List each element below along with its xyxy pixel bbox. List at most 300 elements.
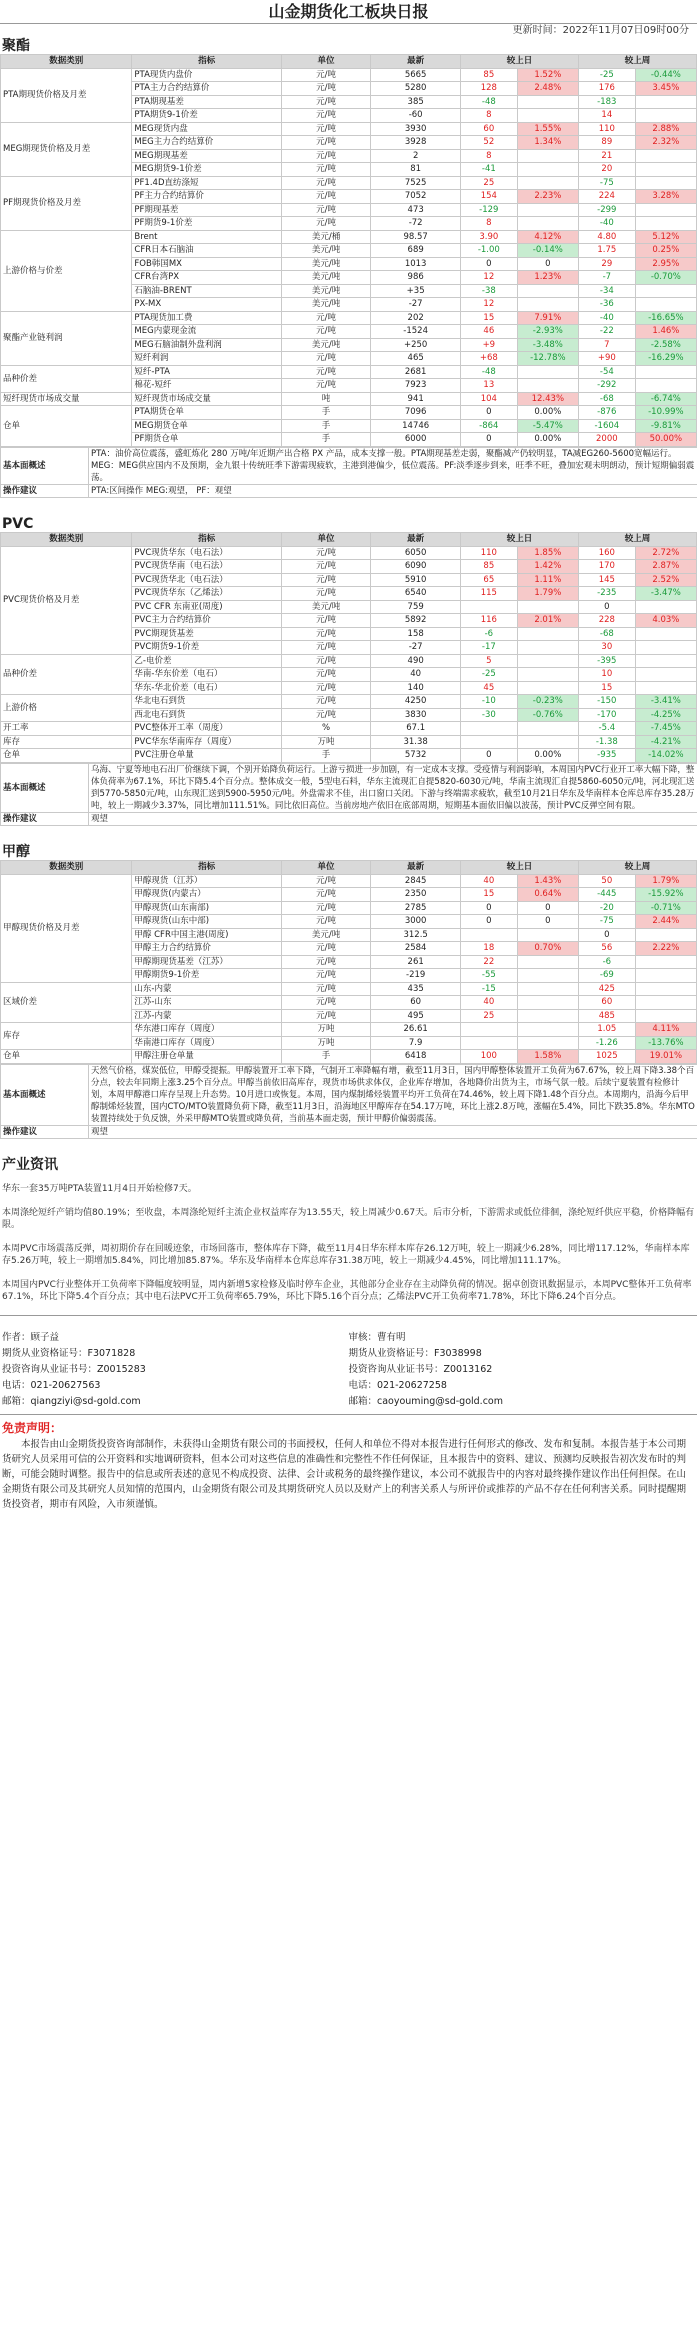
table-row — [1, 1023, 697, 1037]
indicator-cell: 江苏-山东 — [132, 996, 281, 1010]
week-change-cell: 224 — [578, 190, 635, 204]
unit-cell: 元/吨 — [281, 874, 371, 888]
author-left — [2, 1330, 349, 1410]
author-line: 投资咨询从业证书号：Z0015283 — [2, 1364, 146, 1375]
unit-cell: 手 — [281, 433, 371, 447]
table-row — [1, 365, 697, 379]
unit-cell: 元/吨 — [281, 546, 371, 560]
latest-cell: -27 — [371, 298, 461, 312]
day-change-cell: 154 — [460, 190, 517, 204]
column-header: 单位 — [281, 861, 371, 875]
week-change-cell: -75 — [578, 915, 635, 929]
unit-cell: 元/吨 — [281, 217, 371, 231]
day-change-cell — [460, 1023, 517, 1037]
latest-cell: +35 — [371, 284, 461, 298]
indicator-cell: 短纤现货市场成交量 — [132, 392, 281, 406]
day-change-cell: 12 — [460, 298, 517, 312]
indicator-cell: Brent — [132, 230, 281, 244]
week-change-cell: -54 — [578, 365, 635, 379]
indicator-cell: 甲醇现货（江苏） — [132, 874, 281, 888]
category-cell: PF期现货价格及月差 — [1, 176, 132, 230]
latest-cell: 5910 — [371, 573, 461, 587]
week-change-cell: -6.74% — [635, 392, 696, 406]
unit-cell: 元/吨 — [281, 68, 371, 82]
week-change-cell: 20 — [578, 163, 635, 177]
indicator-cell: PVC主力合约结算价 — [132, 614, 281, 628]
week-change-cell: +90 — [578, 352, 635, 366]
week-change-cell: -1.26 — [578, 1036, 635, 1050]
section-methanol — [0, 844, 697, 1139]
column-header: 较上周 — [578, 861, 696, 875]
week-change-cell: -299 — [578, 203, 635, 217]
column-header: 指标 — [132, 861, 281, 875]
reviewer-line: 邮箱：caoyouming@sd-gold.com — [348, 1396, 503, 1407]
column-header: 较上周 — [578, 55, 696, 69]
week-change-cell: -170 — [578, 708, 635, 722]
day-change-cell — [517, 982, 578, 996]
week-change-cell — [635, 149, 696, 163]
day-change-cell: 0 — [517, 257, 578, 271]
week-change-cell: 2.32% — [635, 136, 696, 150]
category-cell: 短纤现货市场成交量 — [1, 392, 132, 406]
update-time: 更新时间：2022年11月07日09时00分 — [512, 25, 689, 36]
day-change-cell — [460, 600, 517, 614]
day-change-cell: 12.43% — [517, 392, 578, 406]
day-change-cell — [517, 627, 578, 641]
unit-cell: 手 — [281, 419, 371, 433]
category-cell: PVC现货价格及月差 — [1, 546, 132, 654]
day-change-cell: 13 — [460, 379, 517, 393]
week-change-cell: 30 — [578, 641, 635, 655]
indicator-cell: PTA现货内盘价 — [132, 68, 281, 82]
latest-cell: 6050 — [371, 546, 461, 560]
advice-row — [1, 1125, 697, 1139]
week-change-cell: 145 — [578, 573, 635, 587]
unit-cell: 美元/吨 — [281, 298, 371, 312]
latest-cell: 2785 — [371, 901, 461, 915]
author-line: 期货从业资格证号：F3071828 — [2, 1348, 136, 1359]
indicator-cell: MEG期货仓单 — [132, 419, 281, 433]
summary-text: PTA：油价高位震荡，盛虹炼化 280 万吨/年近期产出合格 PX 产品，成本支撑一般。PTA期现基差走弱，聚酯减产仍较明显，TA减EG260-5600宽幅运行。MEG：MEG供应国内不及预期，金九银十传统旺季下游需现疲软，主港到港偏少，低位震荡。PF:淡季逐步到来，旺季不旺，叠加宏观未明朗动，预计短期偏弱震荡。 — [89, 447, 697, 484]
table-row — [1, 392, 697, 406]
unit-cell: 元/吨 — [281, 996, 371, 1010]
latest-cell: 7525 — [371, 176, 461, 190]
week-change-cell — [635, 641, 696, 655]
indicator-cell: PVC现货华南（电石法） — [132, 560, 281, 574]
latest-cell: 759 — [371, 600, 461, 614]
category-cell: 聚酯产业链利润 — [1, 311, 132, 365]
week-change-cell — [635, 627, 696, 641]
week-change-cell — [635, 681, 696, 695]
indicator-cell: 甲醇 CFR中国主港(周度) — [132, 928, 281, 942]
day-change-cell: 0 — [460, 433, 517, 447]
summary-row — [1, 1064, 697, 1125]
day-change-cell — [517, 203, 578, 217]
indicator-cell: 华北电石到货 — [132, 695, 281, 709]
indicator-cell: PTA期现基差 — [132, 95, 281, 109]
latest-cell: -1524 — [371, 325, 461, 339]
indicator-cell: 甲醇主力合约结算价 — [132, 942, 281, 956]
week-change-cell: 15 — [578, 681, 635, 695]
week-change-cell: 2000 — [578, 433, 635, 447]
day-change-cell: 1.42% — [517, 560, 578, 574]
week-change-cell: -2.58% — [635, 338, 696, 352]
week-change-cell: 1.46% — [635, 325, 696, 339]
report-title: 山金期货化工板块日报 — [0, 0, 697, 24]
day-change-cell — [517, 176, 578, 190]
category-cell: 品种价差 — [1, 654, 132, 695]
week-change-cell: 0.25% — [635, 244, 696, 258]
week-change-cell: -5.4 — [578, 722, 635, 736]
unit-cell: 元/吨 — [281, 190, 371, 204]
latest-cell: 689 — [371, 244, 461, 258]
header-row — [1, 55, 697, 69]
day-change-cell: 15 — [460, 311, 517, 325]
latest-cell: 473 — [371, 203, 461, 217]
indicator-cell: 甲醇现货(山东中部) — [132, 915, 281, 929]
latest-cell: 6090 — [371, 560, 461, 574]
day-change-cell: 1.43% — [517, 874, 578, 888]
column-header: 最新 — [371, 861, 461, 875]
table-row — [1, 230, 697, 244]
latest-cell: 385 — [371, 95, 461, 109]
latest-cell: 81 — [371, 163, 461, 177]
day-change-cell — [517, 600, 578, 614]
disclaimer-title: 免责声明： — [2, 1421, 63, 1435]
week-change-cell: -7.45% — [635, 722, 696, 736]
day-change-cell — [517, 379, 578, 393]
week-change-cell: 89 — [578, 136, 635, 150]
reviewer-line: 投资咨询从业证书号：Z0013162 — [348, 1364, 493, 1375]
day-change-cell — [517, 735, 578, 749]
day-change-cell: 1.52% — [517, 68, 578, 82]
day-change-cell: -864 — [460, 419, 517, 433]
unit-cell: 元/吨 — [281, 614, 371, 628]
week-change-cell: -75 — [578, 176, 635, 190]
week-change-cell: 160 — [578, 546, 635, 560]
advice-label: 操作建议 — [1, 1125, 89, 1139]
indicator-cell: PF1.4D直纺涤短 — [132, 176, 281, 190]
column-header: 较上日 — [460, 533, 578, 547]
advice-row — [1, 812, 697, 826]
column-header: 较上周 — [578, 533, 696, 547]
category-cell: 仓单 — [1, 749, 132, 763]
table-row — [1, 654, 697, 668]
unit-cell: 元/吨 — [281, 668, 371, 682]
day-change-cell: 8 — [460, 109, 517, 123]
latest-cell: 435 — [371, 982, 461, 996]
week-change-cell — [635, 298, 696, 312]
column-header: 指标 — [132, 533, 281, 547]
day-change-cell: -1.00 — [460, 244, 517, 258]
indicator-cell: PVC注册仓单量 — [132, 749, 281, 763]
week-change-cell: 7 — [578, 338, 635, 352]
table-row — [1, 874, 697, 888]
day-change-cell: 40 — [460, 996, 517, 1010]
unit-cell: 元/吨 — [281, 654, 371, 668]
latest-cell: 261 — [371, 955, 461, 969]
summary-row — [1, 763, 697, 812]
latest-cell: 140 — [371, 681, 461, 695]
week-change-cell: -15.92% — [635, 888, 696, 902]
unit-cell: 元/吨 — [281, 122, 371, 136]
column-header: 较上日 — [460, 861, 578, 875]
day-change-cell: 65 — [460, 573, 517, 587]
day-change-cell — [517, 681, 578, 695]
latest-cell: -219 — [371, 969, 461, 983]
unit-cell: 元/吨 — [281, 695, 371, 709]
table-row — [1, 1050, 697, 1064]
unit-cell: 元/吨 — [281, 573, 371, 587]
indicator-cell: 甲醇期现货基差（江苏） — [132, 955, 281, 969]
table-row — [1, 722, 697, 736]
day-change-cell: 0 — [460, 749, 517, 763]
week-change-cell — [635, 982, 696, 996]
advice-row — [1, 484, 697, 498]
week-change-cell: -150 — [578, 695, 635, 709]
week-change-cell: -40 — [578, 217, 635, 231]
advice-text: 观望 — [89, 812, 697, 826]
unit-cell: 手 — [281, 749, 371, 763]
day-change-cell: 12 — [460, 271, 517, 285]
week-change-cell: -10.99% — [635, 406, 696, 420]
indicator-cell: 甲醇现货(内蒙古） — [132, 888, 281, 902]
day-change-cell: 85 — [460, 560, 517, 574]
news-title: 产业资讯 — [2, 1157, 58, 1173]
unit-cell: % — [281, 722, 371, 736]
day-change-cell: 1.85% — [517, 546, 578, 560]
section-pvc — [0, 516, 697, 826]
week-change-cell: 110 — [578, 122, 635, 136]
day-change-cell: 0 — [460, 901, 517, 915]
latest-cell: 67.1 — [371, 722, 461, 736]
week-change-cell: -1.38 — [578, 735, 635, 749]
category-cell: PTA期现货价格及月差 — [1, 68, 132, 122]
day-change-cell — [517, 996, 578, 1010]
day-change-cell — [517, 217, 578, 231]
category-cell: 开工率 — [1, 722, 132, 736]
week-change-cell: 228 — [578, 614, 635, 628]
day-change-cell: 0.64% — [517, 888, 578, 902]
indicator-cell: PVC现货华东（电石法） — [132, 546, 281, 560]
week-change-cell: 2.87% — [635, 560, 696, 574]
week-change-cell: -7 — [578, 271, 635, 285]
day-change-cell: 0.00% — [517, 406, 578, 420]
week-change-cell: -235 — [578, 587, 635, 601]
unit-cell: 元/吨 — [281, 365, 371, 379]
latest-cell: 5732 — [371, 749, 461, 763]
column-header: 指标 — [132, 55, 281, 69]
day-change-cell: 4.12% — [517, 230, 578, 244]
latest-cell: 2584 — [371, 942, 461, 956]
week-change-cell: -25 — [578, 68, 635, 82]
latest-cell: 60 — [371, 996, 461, 1010]
day-change-cell — [517, 284, 578, 298]
latest-cell: 40 — [371, 668, 461, 682]
day-change-cell — [460, 928, 517, 942]
day-change-cell: -0.23% — [517, 695, 578, 709]
day-change-cell: 0 — [517, 915, 578, 929]
week-change-cell: 50 — [578, 874, 635, 888]
day-change-cell: 40 — [460, 874, 517, 888]
unit-cell: 元/吨 — [281, 203, 371, 217]
author-line: 电话：021-20627563 — [2, 1380, 101, 1391]
day-change-cell — [517, 969, 578, 983]
category-cell: 区域价差 — [1, 982, 132, 1023]
advice-text: PTA:区间操作 MEG:观望， PF：观望 — [89, 484, 697, 498]
indicator-cell: PVC CFR 东南亚(周度) — [132, 600, 281, 614]
category-cell: 品种价差 — [1, 365, 132, 392]
week-change-cell: 19.01% — [635, 1050, 696, 1064]
summary-label: 基本面概述 — [1, 763, 89, 812]
indicator-cell: 甲醇现货(山东南部) — [132, 901, 281, 915]
day-change-cell: 5 — [460, 654, 517, 668]
indicator-cell: PF主力合约结算价 — [132, 190, 281, 204]
category-cell: 上游价格与价差 — [1, 230, 132, 311]
latest-cell: 7096 — [371, 406, 461, 420]
unit-cell: 美元/吨 — [281, 284, 371, 298]
reviewer-line: 电话：021-20627258 — [348, 1380, 447, 1391]
day-change-cell — [517, 1009, 578, 1023]
week-change-cell: -22 — [578, 325, 635, 339]
latest-cell: 3930 — [371, 122, 461, 136]
indicator-cell: PVC期现货基差 — [132, 627, 281, 641]
week-change-cell: 0 — [578, 928, 635, 942]
day-change-cell — [517, 95, 578, 109]
latest-cell: 6540 — [371, 587, 461, 601]
unit-cell: 元/吨 — [281, 149, 371, 163]
summary-label: 基本面概述 — [1, 1064, 89, 1125]
week-change-cell — [635, 928, 696, 942]
unit-cell: 元/吨 — [281, 982, 371, 996]
week-change-cell: 14 — [578, 109, 635, 123]
day-change-cell: -30 — [460, 708, 517, 722]
week-change-cell: 2.72% — [635, 546, 696, 560]
week-change-cell — [635, 668, 696, 682]
day-change-cell: 1.34% — [517, 136, 578, 150]
unit-cell: 元/吨 — [281, 176, 371, 190]
day-change-cell — [517, 928, 578, 942]
table-row — [1, 406, 697, 420]
unit-cell: 万吨 — [281, 1036, 371, 1050]
table-row — [1, 982, 697, 996]
indicator-cell: PTA主力合约结算价 — [132, 82, 281, 96]
week-change-cell: 4.03% — [635, 614, 696, 628]
data-table — [0, 54, 697, 447]
column-header: 单位 — [281, 55, 371, 69]
week-change-cell: -1604 — [578, 419, 635, 433]
unit-cell: 吨 — [281, 392, 371, 406]
unit-cell: 美元/吨 — [281, 928, 371, 942]
unit-cell: 元/吨 — [281, 1009, 371, 1023]
column-header: 数据类别 — [1, 55, 132, 69]
day-change-cell: 0 — [460, 257, 517, 271]
day-change-cell — [517, 1023, 578, 1037]
indicator-cell: 短纤利润 — [132, 352, 281, 366]
latest-cell: 4250 — [371, 695, 461, 709]
unit-cell: 元/吨 — [281, 352, 371, 366]
disclaimer-text: 本报告由山金期货投资咨询部制作，未获得山金期货有限公司的书面授权，任何人和单位不得对本报告进行任何形式的修改、发布和复制。本报告基于本公司期货研究人员采用可信的公开资料和实地调研资料，但本公司对这些信息的准确性和完整性不作任何保证，且本报告中的资料、建议、预测均反映报告初次发布时的判断，可能会随时调整。报告中的信息或所表述的意见不构成投资、法律、会计或税务的最终操作建议，本公司不就报告中的内容对最终操作建议作出任何担保。在山金期货有限公司及其研究人员知情的范围内，山金期货有限公司及其期货研究人员以及财产上的利害关系人与所评价或推荐的产品不存在任何利害关系。同时提醒期货投资者，期市有风险，入市须谨慎。 — [2, 1439, 687, 1510]
week-change-cell: -0.71% — [635, 901, 696, 915]
week-change-cell — [635, 600, 696, 614]
summary-label: 基本面概述 — [1, 447, 89, 484]
day-change-cell — [517, 365, 578, 379]
day-change-cell: 116 — [460, 614, 517, 628]
unit-cell: 万吨 — [281, 1023, 371, 1037]
latest-cell: 2845 — [371, 874, 461, 888]
week-change-cell: 56 — [578, 942, 635, 956]
latest-cell: 158 — [371, 627, 461, 641]
week-change-cell: -445 — [578, 888, 635, 902]
column-header: 最新 — [371, 55, 461, 69]
indicator-cell: FOB韩国MX — [132, 257, 281, 271]
week-change-cell: -20 — [578, 901, 635, 915]
day-change-cell: -10 — [460, 695, 517, 709]
day-change-cell: -48 — [460, 365, 517, 379]
advice-label: 操作建议 — [1, 484, 89, 498]
week-change-cell: -0.70% — [635, 271, 696, 285]
day-change-cell: 85 — [460, 68, 517, 82]
week-change-cell: 1.05 — [578, 1023, 635, 1037]
day-change-cell — [517, 149, 578, 163]
latest-cell: 98.57 — [371, 230, 461, 244]
day-change-cell: -3.48% — [517, 338, 578, 352]
day-change-cell: 60 — [460, 122, 517, 136]
week-change-cell: 50.00% — [635, 433, 696, 447]
day-change-cell: 46 — [460, 325, 517, 339]
week-change-cell: 1.75 — [578, 244, 635, 258]
latest-cell: 2 — [371, 149, 461, 163]
day-change-cell: 25 — [460, 176, 517, 190]
indicator-cell: MEG主力合约结算价 — [132, 136, 281, 150]
day-change-cell: -15 — [460, 982, 517, 996]
category-cell: 仓单 — [1, 1050, 132, 1064]
news-item: 本周PVC市场震荡反弹，周初期价存在回暖迹象，市场回落市，整体库存下降，截至11月4日华东样本库存26.12万吨，较上一期减少6.28%，同比增117.12%，华南样本库存5.26万吨，较上一期增加5.84%，同比增加85.87%。华东及华南样本仓库总库存31.38万吨，较上一期减少4.45%，同比增加111.17%。 — [2, 1244, 690, 1266]
news-item: 华东一套35万吨PTA装置11月4日开始检修7天。 — [2, 1184, 197, 1194]
unit-cell: 元/吨 — [281, 641, 371, 655]
day-change-cell: 1.55% — [517, 122, 578, 136]
unit-cell: 元/吨 — [281, 109, 371, 123]
table-row — [1, 176, 697, 190]
day-change-cell: 128 — [460, 82, 517, 96]
data-table — [0, 860, 697, 1064]
latest-cell: -72 — [371, 217, 461, 231]
indicator-cell: MEG期现基差 — [132, 149, 281, 163]
week-change-cell: 425 — [578, 982, 635, 996]
latest-cell: +250 — [371, 338, 461, 352]
week-change-cell: 21 — [578, 149, 635, 163]
data-table — [0, 532, 697, 763]
week-change-cell: -0.44% — [635, 68, 696, 82]
week-change-cell: -16.65% — [635, 311, 696, 325]
latest-cell: -27 — [371, 641, 461, 655]
latest-cell: 3928 — [371, 136, 461, 150]
week-change-cell: 4.80 — [578, 230, 635, 244]
week-change-cell: 3.45% — [635, 82, 696, 96]
indicator-cell: PF期现基差 — [132, 203, 281, 217]
day-change-cell: -38 — [460, 284, 517, 298]
week-change-cell: 2.52% — [635, 573, 696, 587]
week-change-cell: 10 — [578, 668, 635, 682]
week-change-cell: -69 — [578, 969, 635, 983]
table-row — [1, 122, 697, 136]
latest-cell: 3830 — [371, 708, 461, 722]
week-change-cell: -876 — [578, 406, 635, 420]
unit-cell: 元/吨 — [281, 969, 371, 983]
week-change-cell: 4.11% — [635, 1023, 696, 1037]
summary-table — [0, 447, 697, 499]
unit-cell: 美元/桶 — [281, 230, 371, 244]
